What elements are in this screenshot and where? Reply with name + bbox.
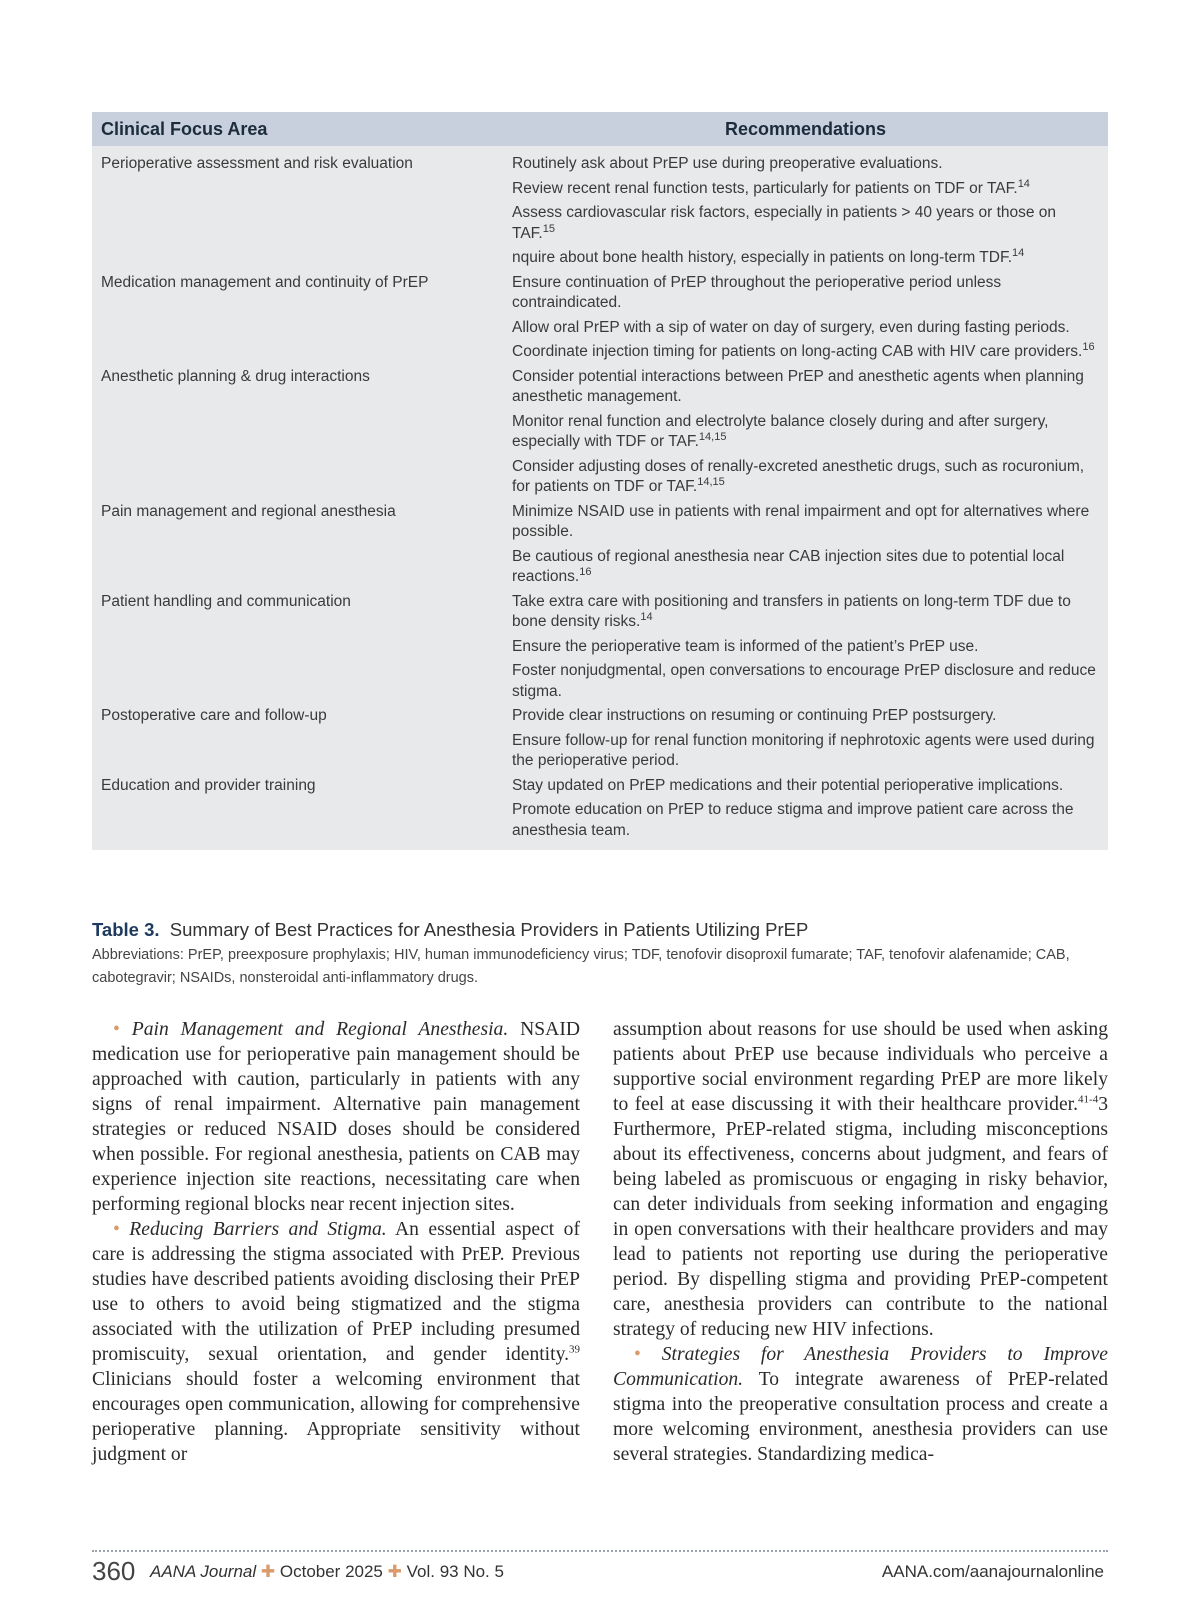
bullet-icon: •	[113, 1219, 120, 1240]
recommendation-text: Promote education on PrEP to reduce stigma and improve patient care across the anesthesia team.	[512, 801, 1074, 839]
clinical-focus-area-cell: Pain management and regional anesthesia	[101, 502, 396, 520]
body-column-right	[613, 1017, 1108, 1467]
page-footer	[92, 1556, 1108, 1590]
page-number: 360	[92, 1556, 136, 1586]
issue-date: October 2025	[279, 1562, 383, 1581]
recommendation-text: Ensure continuation of PrEP throughout the perioperative period unless contraindicated.	[512, 273, 1002, 311]
recommendations-cell	[503, 592, 1108, 707]
recommendation-item	[512, 203, 1099, 244]
paragraph-heading: Strategies for Anesthesia Providers to Improve Communication.	[613, 1344, 1109, 1390]
paragraph-pain-management	[92, 1017, 580, 1217]
caption-title: Summary of Best Practices for Anesthesia Providers in Patients Utilizing PrEP	[169, 919, 809, 940]
recommendation-text: Consider potential interactions between PrEP and anesthetic agents when planning anesthetic management.	[512, 367, 1084, 405]
recommendation-item	[512, 502, 1099, 543]
citation-ref: 14,15	[697, 475, 725, 488]
paragraph-reducing-barriers-continued	[613, 1017, 1108, 1342]
recommendation-text: Consider adjusting doses of renally-excreted anesthetic drugs, such as rocuronium, for patients on TDF or TAF.	[512, 457, 1085, 495]
table-row	[92, 146, 1108, 273]
recommendation-item	[512, 731, 1099, 772]
recommendation-text: Monitor renal function and electrolyte balance closely during and after surgery, especially with TDF or TAF.	[512, 412, 1049, 450]
clinical-focus-area-cell: Patient handling and communication	[101, 592, 351, 610]
recommendation-item	[512, 273, 1099, 314]
recommendation-text: Routinely ask about PrEP use during preoperative evaluations.	[512, 155, 943, 172]
recommendation-item	[512, 547, 1099, 588]
recommendations-table	[92, 112, 1108, 850]
table-body	[92, 146, 1108, 850]
paragraph-text: NSAID medication use for perioperative pain management should be approached with caution, particularly in patients with any signs of renal impairment. Alternative pain management strategies or reduced NSAID doses should be considered when possible. For regional anesthesia, patients on CAB may experience injection site reactions, necessitating care when performing regional blocks near recent injection sites.	[92, 1019, 580, 1215]
recommendations-table-container	[92, 112, 1108, 850]
caption-abbreviations: Abbreviations: PrEP, preexposure prophylaxis; HIV, human immunodeficiency virus; TDF, tenofovir disoproxil fumarate; TAF, tenofovir alafenamide; CAB, cabotegravir; NSAIDs, nonsteroidal anti-inflammatory drugs.	[92, 947, 1070, 986]
recommendation-item	[512, 154, 1099, 175]
recommendation-text: Review recent renal function tests, particularly for patients on TDF or TAF.	[512, 179, 1018, 197]
header-clinical-focus-area: Clinical Focus Area	[92, 112, 503, 146]
clinical-focus-area-cell: Education and provider training	[101, 776, 316, 794]
recommendation-item	[512, 179, 1099, 200]
recommendation-item	[512, 412, 1099, 453]
recommendations-cell	[503, 706, 1108, 776]
citation-ref: 14	[1017, 177, 1030, 190]
recommendations-cell	[503, 146, 1108, 273]
recommendation-text: Take extra care with positioning and transfers in patients on long-term TDF due to bone density risks.	[512, 592, 1071, 630]
recommendation-item	[512, 661, 1099, 702]
journal-website-link[interactable]: AANA.com/aanajournalonline	[881, 1562, 1104, 1581]
recommendation-item	[512, 342, 1099, 363]
recommendation-text: Ensure follow-up for renal function monitoring if nephrotoxic agents were used during the perioperative period.	[512, 731, 1095, 769]
paragraph-communication-strategies	[613, 1342, 1108, 1467]
recommendations-cell	[503, 273, 1108, 367]
recommendation-item	[512, 800, 1099, 841]
header-recommendations: Recommendations	[503, 112, 1108, 146]
recommendation-text: Foster nonjudgmental, open conversations to encourage PrEP disclosure and reduce stigma.	[512, 662, 1096, 700]
bullet-icon: •	[634, 1344, 641, 1365]
recommendation-item	[512, 318, 1099, 339]
citation-ref: 41-4	[1078, 1093, 1099, 1106]
clinical-focus-area-cell: Anesthetic planning & drug interactions	[101, 367, 370, 385]
footer-divider	[92, 1550, 1108, 1552]
recommendation-text: Be cautious of regional anesthesia near CAB injection sites due to potential local reactions.	[512, 547, 1065, 585]
body-column-left	[92, 1017, 580, 1467]
table-header-row	[92, 112, 1108, 146]
recommendation-text: Minimize NSAID use in patients with renal impairment and opt for alternatives where possible.	[512, 502, 1090, 540]
citation-ref: 15	[542, 222, 555, 235]
plus-separator-icon: ✚	[387, 1562, 402, 1581]
recommendation-text: Allow oral PrEP with a sip of water on day of surgery, even during fasting periods.	[512, 318, 1070, 336]
recommendation-text: Provide clear instructions on resuming or continuing PrEP postsurgery.	[512, 707, 997, 724]
citation-ref: 16	[1082, 340, 1095, 353]
table-row	[92, 776, 1108, 851]
recommendation-text: Ensure the perioperative team is informed of the patient’s PrEP use.	[512, 637, 979, 655]
caption-label: Table 3.	[92, 919, 160, 940]
citation-ref: 14	[640, 610, 653, 623]
paragraph-heading: Reducing Barriers and Stigma.	[129, 1219, 387, 1240]
recommendation-item	[512, 248, 1099, 269]
citation-ref: 39	[569, 1343, 580, 1356]
table-row	[92, 367, 1108, 502]
citation-ref: 14,15	[698, 430, 727, 443]
journal-info	[150, 1562, 504, 1582]
table-row	[92, 592, 1108, 707]
plus-separator-icon: ✚	[260, 1562, 276, 1581]
paragraph-heading: Pain Management and Regional Anesthesia.	[131, 1019, 509, 1040]
clinical-focus-area-cell: Postoperative care and follow-up	[101, 707, 327, 724]
recommendations-cell	[503, 502, 1108, 592]
recommendation-text: Assess cardiovascular risk factors, especially in patients > 40 years or those on TAF.	[512, 204, 1057, 242]
journal-name: AANA Journal	[150, 1562, 257, 1581]
recommendation-item	[512, 776, 1099, 797]
recommendation-text: Coordinate injection timing for patients on long-acting CAB with HIV care providers.	[512, 343, 1083, 360]
citation-ref: 14	[1012, 246, 1025, 259]
recommendation-text: Stay updated on PrEP medications and their potential perioperative implications.	[512, 776, 1064, 794]
recommendation-item	[512, 706, 1099, 727]
paragraph-reducing-barriers	[92, 1217, 580, 1467]
recommendations-cell	[503, 367, 1108, 502]
citation-ref: 16	[579, 565, 592, 578]
recommendation-item	[512, 637, 1099, 658]
recommendation-text: nquire about bone health history, especially in patients on long-term TDF.	[512, 249, 1013, 266]
table-row	[92, 273, 1108, 367]
recommendation-item	[512, 367, 1099, 408]
table-row	[92, 502, 1108, 592]
paragraph-text: assumption about reasons for use should be used when asking patients about PrEP use because individuals who perceive a supportive social environment regarding PrEP are more likely to feel at ease discussing it with their healthcare provider.	[613, 1019, 1108, 1115]
table-row	[92, 706, 1108, 776]
clinical-focus-area-cell: Perioperative assessment and risk evaluation	[101, 155, 413, 172]
caption-title-line	[92, 918, 1108, 942]
bullet-icon: •	[113, 1019, 120, 1040]
paragraph-text: An essential aspect of care is addressing the stigma associated with PrEP. Previous studies have described patients avoiding disclosing their PrEP use to others to avoid being stigmatized and the stigma associated with the utilization of PrEP including presumed promiscuity, sexual orientation, and gender identity.	[92, 1219, 580, 1365]
recommendations-cell	[503, 776, 1108, 851]
clinical-focus-area-cell: Medication management and continuity of PrEP	[101, 273, 429, 291]
paragraph-text: Clinicians should foster a welcoming environment that encourages open communication, allowing for comprehensive perioperative planning. Appropriate sensitivity without judgment or	[92, 1369, 580, 1465]
table-caption	[92, 918, 1108, 990]
paragraph-text: 3 Furthermore, PrEP-related stigma, including misconceptions about its effectiveness, concerns about judgment, and fears of being labeled as promiscuous or engaging in risky behavior, can deter individuals from seeking information and engaging in open conversations with their healthcare providers and may lead to patients not reporting use during the perioperative period. By dispelling stigma and providing PrEP-competent care, anesthesia providers can contribute to the national strategy of reducing new HIV infections.	[613, 1094, 1108, 1340]
volume-issue: Vol. 93 No. 5	[406, 1562, 504, 1581]
recommendation-item	[512, 592, 1099, 633]
recommendation-item	[512, 457, 1099, 498]
paragraph-text: To integrate awareness of PrEP-related stigma into the preoperative consultation process and create a more welcoming environment, anesthesia providers can use several strategies. Standardizing medica-	[613, 1369, 1108, 1465]
